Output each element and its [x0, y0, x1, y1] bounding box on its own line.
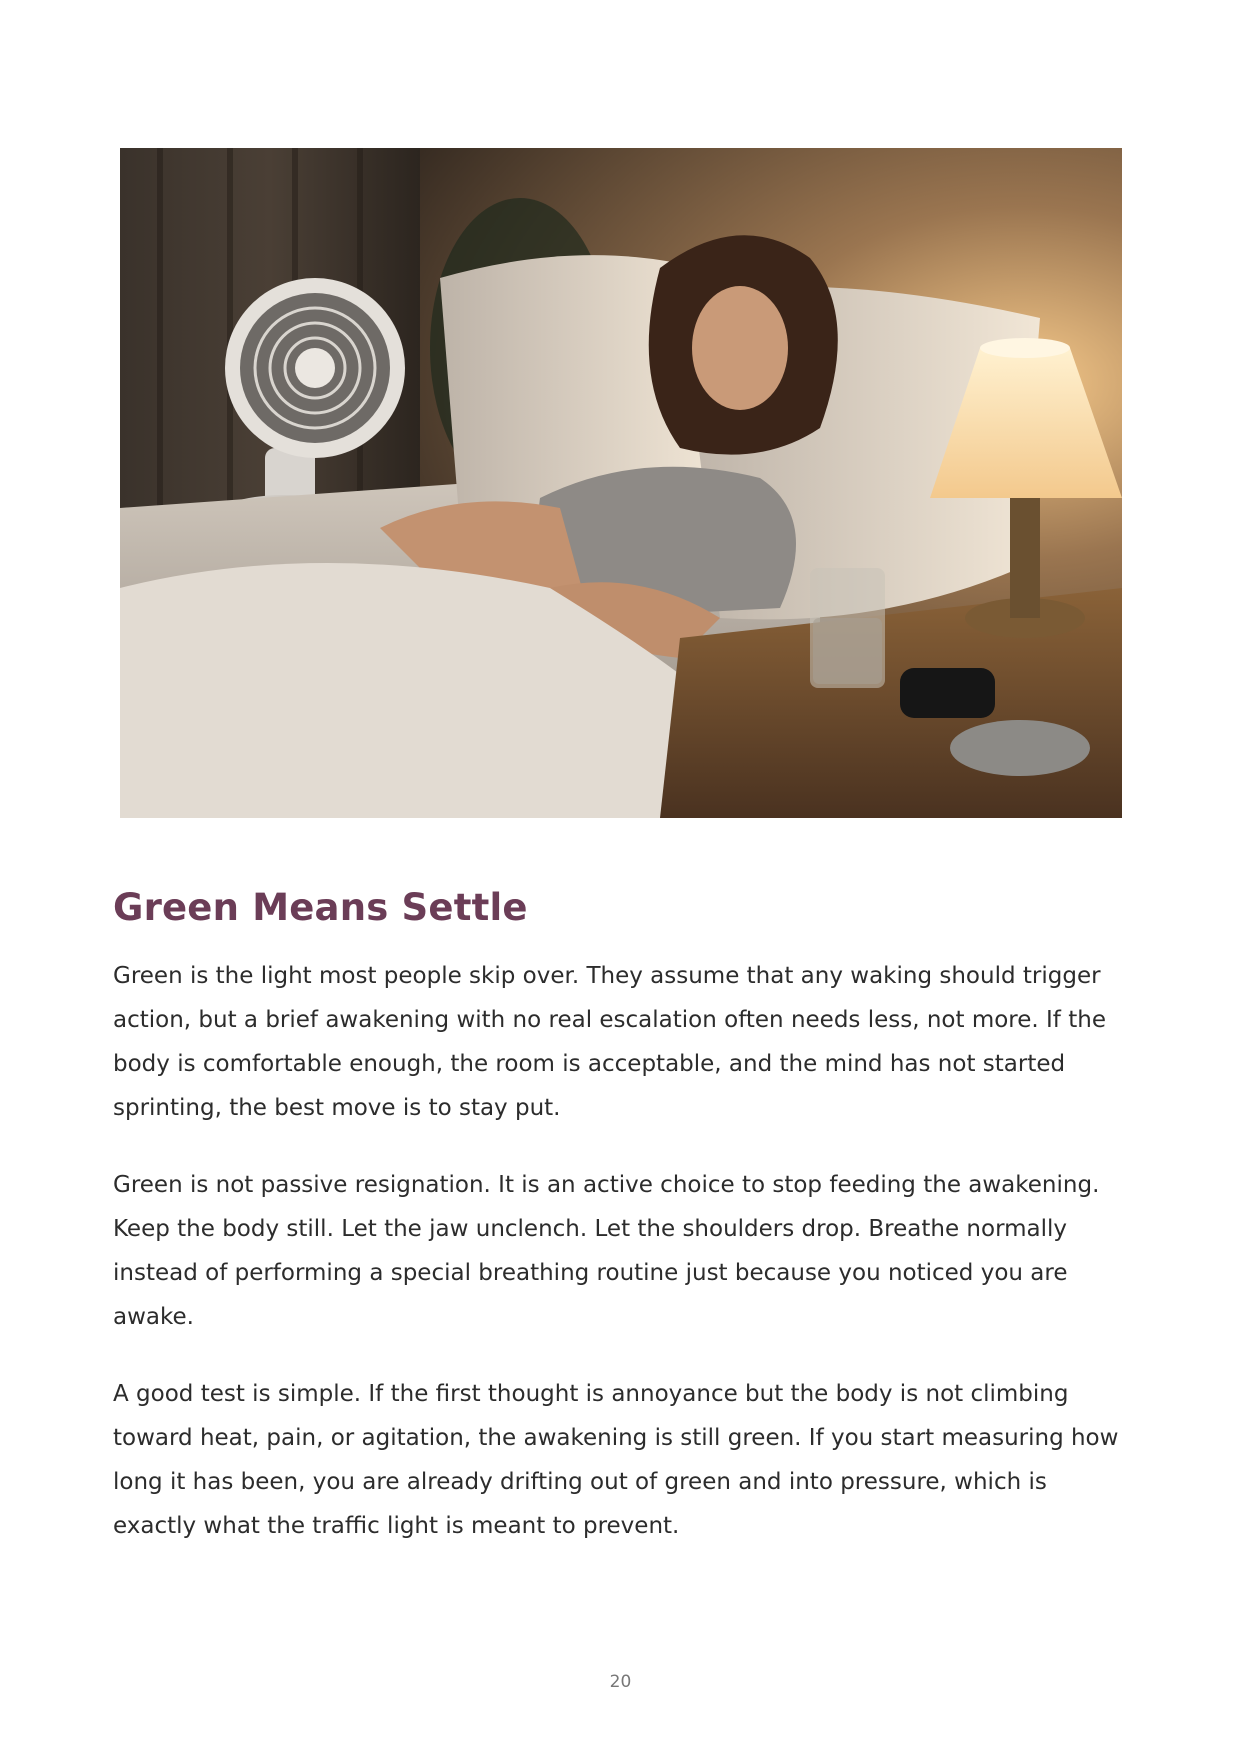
dish-icon [950, 720, 1090, 776]
paragraph-3: A good test is simple. If the first thought is annoyance but the body is not climbing toward heat, pain, or agitation, the awakening is still green. If you start measuring how long it has been, you are already drifting out of green and into pressure, which is exactly what the traffic light is meant to prevent. [113, 1381, 1119, 1539]
alarm-clock-icon [900, 668, 995, 718]
section-title: Green Means Settle [113, 886, 528, 929]
paragraph-1: Green is the light most people skip over. They assume that any waking should trigger action, but a brief awakening with no real escalation often needs less, not more. If the body is comfortable enough, the room is acceptable, and the mind has not started sprinting, the best move is to stay put. [113, 963, 1106, 1121]
article-section [113, 878, 1123, 1581]
page-number: 20 [609, 1672, 632, 1692]
water-glass-icon [810, 568, 885, 688]
paragraph-2: Green is not passive resignation. It is an active choice to stop feeding the awakening. Keep the body still. Let the jaw unclench. Let the shoulders drop. Breathe normally instead of performing a special breathing routine just because you noticed you are awake. [113, 1172, 1100, 1330]
bedroom-photo [120, 148, 1122, 818]
bedroom-illustration [120, 148, 1122, 818]
